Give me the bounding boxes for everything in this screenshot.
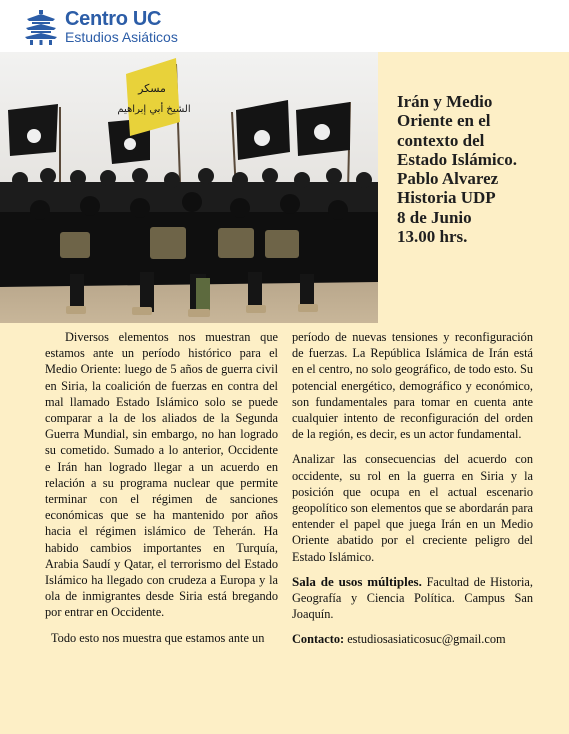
- body-paragraph-1: Diversos elementos nos muestran que estamos ante un período histórico para el Medio Oriente: luego de 5 años de guerra civil en Siria, la coalición de fuerzas en contra del mal llamado Estado Islámico solo se puede comparar a la de los aliados de la Segunda Guerra Mundial, sin embargo, no han logrado su cometido. Sumado a lo anterior, Occidente e Irán han logrado llegar a un acuerdo en relación a su programa nuclear que permite terminar con el régimen de sanciones económicas que se ha mantenido por años hacia el régimen islámico de Teherán. Ha habido cambios importantes en Turquía, Arabia Saudí y Qatar, el terrorismo del Estado Islámico ha llegado con crudeza a Europa y la ola de inmigrantes desde Siria está bregando por entrar en Occidente.: [45, 330, 278, 620]
- event-date: 8 de Junio: [397, 207, 472, 227]
- venue-label: Sala de usos múltiples.: [292, 573, 422, 589]
- contact-label: Contacto:: [292, 632, 345, 647]
- contact-info: [292, 631, 533, 647]
- event-title-line-4: Estado Islámico.: [397, 149, 517, 169]
- yellow-flag-line1: مسكر: [138, 82, 166, 95]
- black-flag-center: [236, 100, 290, 160]
- body-paragraph-2-continued: período de nuevas tensiones y reconfiguración de fuerzas. La República Islámica de Irán está en el centro, no solo geográfico, de todo esto. Su potencial energético, demográfico y económico, son fundamentales para tomar en cuenta ante cualquier intento de reconfiguración del orden de la región, es decir, es un actor fundamental.: [292, 330, 533, 442]
- venue-detail: Facultad de Historia, Geografía y Ciencia Política. Campus San Joaquín.: [292, 574, 533, 622]
- body-paragraph-3: Analizar las consecuencias del acuerdo con occidente, su rol en la guerra en Siria y la posición que ocupa en el actual escenario geopolítico son elementos que se abordarán para entender el papel que juega Irán en un Medio Oriente abatido por el creciente peligro del Estado Islámico.: [292, 452, 533, 564]
- brand-subtitle: Estudios Asiáticos: [65, 29, 178, 45]
- event-title-line-2: Oriente en el: [397, 111, 491, 131]
- brand-name: Centro UC: [65, 8, 162, 30]
- body-column-right: [292, 329, 533, 657]
- body-paragraph-2-start: Todo esto nos muestra que estamos ante un: [51, 630, 265, 645]
- venue-info: [292, 574, 533, 623]
- event-time: 13.00 hrs.: [397, 227, 468, 247]
- event-title-line-1: Irán y Medio: [397, 92, 493, 111]
- event-affiliation: Historia UDP: [397, 188, 496, 208]
- header: [0, 0, 569, 52]
- militants-photo: [0, 52, 378, 323]
- yellow-flag-line2: الشيخ أبي إبراهيم: [117, 104, 191, 115]
- event-info-panel: [378, 52, 569, 323]
- centro-uc-logo: [23, 9, 178, 45]
- contact-email[interactable]: estudiosasiaticosuc@gmail.com: [347, 632, 506, 647]
- event-title-line-3: contexto del: [397, 130, 485, 150]
- body-column-left: [45, 329, 278, 655]
- event-details: [397, 92, 565, 246]
- pagoda-logo-icon: [23, 9, 59, 45]
- event-speaker: Pablo Alvarez: [397, 169, 499, 189]
